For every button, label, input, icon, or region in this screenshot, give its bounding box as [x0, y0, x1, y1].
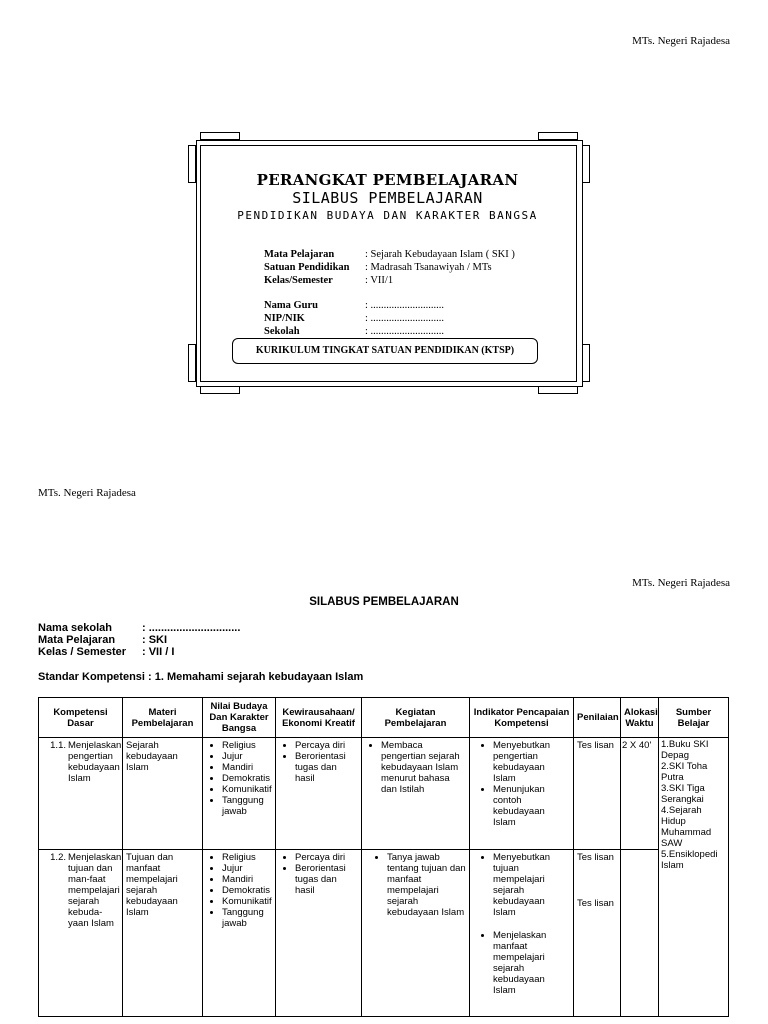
list-item: • Religius [222, 852, 272, 863]
info-value: : .............................. [142, 622, 241, 634]
nilai-cell [203, 850, 276, 1017]
indikator-cell [470, 850, 574, 1017]
table-row [39, 738, 729, 850]
penilaian-item: Tes lisan [577, 898, 614, 910]
info-label: Mata Pelajaran [38, 634, 116, 646]
materi-cell: Tujuan dan manfaat mempelajari sejarah kebudayaan Islam [123, 850, 203, 1017]
info-value: : SKI [142, 634, 168, 646]
kd-number: 1.1. [50, 740, 66, 751]
ktsp-box: KURIKULUM TINGKAT SATUAN PENDIDIKAN (KTSP) [232, 338, 538, 364]
sumber-item: 1.Buku SKI Depag [661, 739, 709, 761]
col-header: Materi Pembelajaran [123, 698, 203, 738]
penilaian-cell [574, 738, 621, 850]
materi-cell: Sejarah kebudayaan Islam [123, 738, 203, 850]
silabus-title: SILABUS PEMBELAJARAN [309, 596, 459, 608]
list-item: • Menunjukan contoh kebudayaan Islam [493, 784, 570, 828]
col-header: Kewirausahaan/ Ekonomi Kreatif [276, 698, 362, 738]
penilaian-item: Tes lisan [577, 740, 614, 751]
sumber-item: 3.SKI Tiga Serangkai [661, 783, 705, 805]
cover-title: PERANGKAT PEMBELAJARAN [256, 171, 519, 189]
cover-field-label: Mata Pelajaran [264, 249, 335, 260]
standar-kompetensi: Standar Kompetensi : 1. Memahami sejarah kebudayaan Islam [38, 671, 364, 683]
teacher-field-value: : ............................ [365, 300, 445, 311]
frame-corner-tab [200, 132, 240, 140]
list-item: • Mandiri [222, 874, 272, 885]
table-header-row [39, 698, 729, 738]
col-header: Alokasi Waktu [621, 698, 659, 738]
frame-side-tab [188, 145, 196, 183]
list-item: • Demokratis [222, 885, 272, 896]
teacher-field-value: : ............................ [365, 326, 445, 337]
list-item: • Percaya diri [295, 740, 358, 751]
page-footer-school: MTs. Negeri Rajadesa [38, 487, 136, 499]
list-item: • Menyebutkan pengertian kebudayaan Islam [493, 740, 570, 784]
kewira-cell [276, 738, 362, 850]
list-item: • Komunikatif [222, 896, 272, 907]
sumber-item: 5.Ensiklopedi Islam [661, 849, 718, 871]
page-header-school: MTs. Negeri Rajadesa [632, 35, 730, 47]
list-item: • Demokratis [222, 773, 272, 784]
list-item: • Komunikatif [222, 784, 272, 795]
list-item: • Berorientasi tugas dan hasil [295, 863, 358, 896]
list-item: • Menjelaskan manfaat mempelajari sejarah kebudayaan Islam [493, 930, 570, 996]
nilai-cell [203, 738, 276, 850]
cover-program: PENDIDIKAN BUDAYA DAN KARAKTER BANGSA [237, 209, 538, 222]
list-item: • Mandiri [222, 762, 272, 773]
col-header: Penilaian [574, 698, 621, 738]
info-label: Kelas / Semester [38, 646, 127, 658]
kd-text: Menjelaskan tujuan dan man-faat mempelajari sejarah kebuda-yaan Islam [68, 852, 122, 930]
kd-cell [39, 850, 123, 1017]
list-item: • Menyebutkan tujuan mempelajari sejarah kebudayaan Islam [493, 852, 570, 918]
cover-subtitle: SILABUS PEMBELAJARAN [292, 189, 483, 207]
frame-side-tab [188, 344, 196, 382]
list-item: • Tanya jawab tentang tujuan dan manfaat mempelajari sejarah kebudayaan Islam [387, 852, 466, 918]
col-header: Indikator Pencapaian Kompetensi [470, 698, 574, 738]
penilaian-cell [574, 850, 621, 1017]
info-value: : VII / I [142, 646, 175, 658]
table-row [39, 850, 729, 1017]
cover-field-value: : Sejarah Kebudayaan Islam ( SKI ) [365, 249, 515, 260]
page2-header-school: MTs. Negeri Rajadesa [632, 577, 730, 589]
indikator-cell [470, 738, 574, 850]
cover-field-value: : VII/1 [365, 275, 394, 286]
list-item: • Tanggung jawab [222, 795, 272, 817]
kd-cell [39, 738, 123, 850]
kewira-cell [276, 850, 362, 1017]
list-item: • Tanggung jawab [222, 907, 272, 929]
cover-field-label: Satuan Pendidikan [264, 262, 350, 273]
kd-number: 1.2. [50, 852, 66, 864]
info-label: Nama sekolah [38, 622, 112, 634]
col-header: Kompetensi Dasar [39, 698, 123, 738]
frame-side-tab [582, 145, 590, 183]
frame-corner-tab [538, 132, 578, 140]
cover-field-label: Kelas/Semester [264, 275, 333, 286]
list-item: • Religius [222, 740, 272, 751]
list-item: • Jujur [222, 863, 272, 874]
col-header: Kegiatan Pembelajaran [362, 698, 470, 738]
kd-text: Menjelaskan pengertian kebudayaan Islam [68, 740, 122, 784]
col-header: Nilai Budaya Dan Karakter Bangsa [203, 698, 276, 738]
teacher-field-label: Sekolah [264, 326, 300, 337]
sumber-item: 4.Sejarah Hidup Muhammad SAW [661, 805, 712, 849]
frame-corner-tab [538, 386, 578, 394]
teacher-field-value: : ............................ [365, 313, 445, 324]
alokasi-cell: 2 X 40' [621, 738, 659, 850]
teacher-field-label: NIP/NIK [264, 313, 305, 324]
list-item: • Membaca pengertian sejarah kebudayaan Islam menurut bahasa dan Istilah [381, 740, 466, 795]
penilaian-item: Tes lisan [577, 852, 614, 864]
list-item: • Percaya diri [295, 852, 358, 863]
list-item: • Jujur [222, 751, 272, 762]
frame-side-tab [582, 344, 590, 382]
kegiatan-cell [362, 850, 470, 1017]
silabus-table [38, 697, 729, 1017]
frame-corner-tab [200, 386, 240, 394]
sumber-item: 2.SKI Toha Putra [661, 761, 708, 783]
alokasi-cell [621, 850, 659, 1017]
teacher-field-label: Nama Guru [264, 300, 318, 311]
col-header: Sumber Belajar [659, 698, 729, 738]
sumber-cell [659, 738, 729, 1017]
list-item: • Berorientasi tugas dan hasil [295, 751, 358, 784]
cover-field-value: : Madrasah Tsanawiyah / MTs [365, 262, 492, 273]
kegiatan-cell [362, 738, 470, 850]
